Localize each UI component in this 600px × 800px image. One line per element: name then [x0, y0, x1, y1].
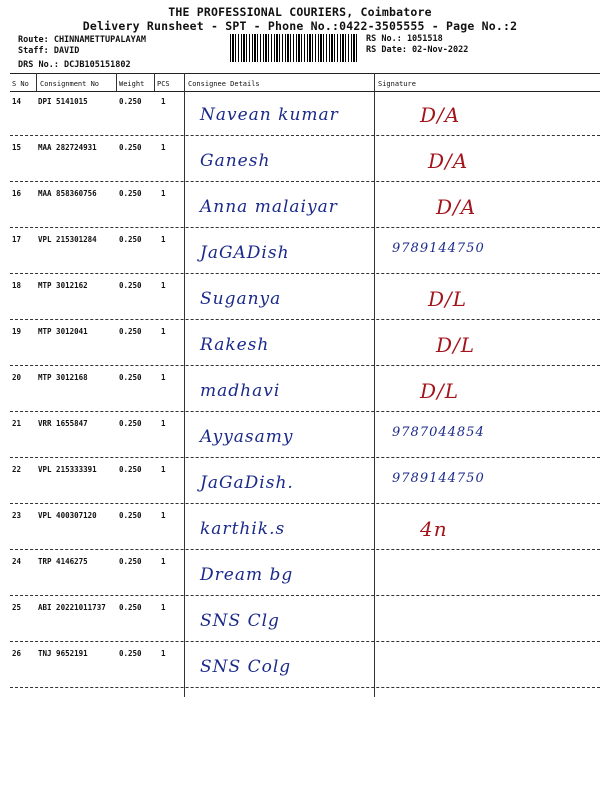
row-signature: D/L — [436, 333, 476, 357]
row-pcs: 1 — [161, 327, 166, 336]
row-signature: D/A — [420, 103, 461, 127]
row-divider — [10, 227, 600, 228]
row-divider — [10, 181, 600, 182]
row-consignee-name: Suganya — [200, 289, 282, 309]
row-signature: 9789144750 — [392, 241, 485, 256]
row-divider — [10, 365, 600, 366]
row-consignment-no: MTP 3012168 — [38, 373, 88, 382]
row-sno: 15 — [12, 143, 22, 152]
row-pcs: 1 — [161, 649, 166, 658]
row-consignee-name: Ayyasamy — [200, 427, 294, 447]
row-divider — [10, 595, 600, 596]
row-signature: D/A — [428, 149, 469, 173]
col-header-consignment: Consignment No — [40, 80, 100, 88]
col-divider — [116, 73, 117, 91]
row-pcs: 1 — [161, 189, 166, 198]
row-signature: 9787044854 — [392, 425, 485, 440]
row-sno: 19 — [12, 327, 22, 336]
row-sno: 25 — [12, 603, 22, 612]
row-pcs: 1 — [161, 557, 166, 566]
row-signature: 9789144750 — [392, 471, 485, 486]
row-weight: 0.250 — [119, 235, 142, 244]
row-pcs: 1 — [161, 97, 166, 106]
row-sno: 24 — [12, 557, 22, 566]
row-consignee-name: Anna malaiyar — [200, 197, 338, 217]
row-consignment-no: VRR 1655847 — [38, 419, 88, 428]
row-sno: 26 — [12, 649, 22, 658]
row-sno: 23 — [12, 511, 22, 520]
row-sno: 16 — [12, 189, 22, 198]
row-weight: 0.250 — [119, 189, 142, 198]
row-signature: 4n — [420, 517, 448, 541]
row-divider — [10, 549, 600, 550]
row-divider — [10, 319, 600, 320]
row-consignee-name: JaGaDish. — [200, 473, 294, 493]
row-consignee-name: Rakesh — [200, 335, 270, 355]
row-weight: 0.250 — [119, 511, 142, 520]
row-consignment-no: MTP 3012041 — [38, 327, 88, 336]
row-pcs: 1 — [161, 373, 166, 382]
row-consignee-name: SNS Clg — [200, 611, 280, 631]
row-sno: 20 — [12, 373, 22, 382]
row-weight: 0.250 — [119, 465, 142, 474]
row-divider — [10, 135, 600, 136]
row-consignee-name: madhavi — [200, 381, 281, 401]
row-pcs: 1 — [161, 143, 166, 152]
row-divider — [10, 273, 600, 274]
row-pcs: 1 — [161, 603, 166, 612]
col-divider — [184, 73, 185, 697]
row-sno: 21 — [12, 419, 22, 428]
route-label: Route: CHINNAMETTUPALAYAM — [18, 35, 146, 45]
drs-label: DRS No.: DCJB105151802 — [18, 60, 131, 70]
row-divider — [10, 687, 600, 688]
row-signature: D/L — [420, 379, 460, 403]
row-divider — [10, 503, 600, 504]
header-bottom-rule — [10, 91, 600, 92]
row-signature: D/L — [428, 287, 468, 311]
row-sno: 14 — [12, 97, 22, 106]
title-line-1: THE PROFESSIONAL COURIERS, Coimbatore — [168, 5, 432, 19]
row-consignee-name: karthik.s — [200, 519, 286, 539]
row-weight: 0.250 — [119, 143, 142, 152]
row-consignee-name: Navean kumar — [200, 105, 339, 125]
row-sno: 17 — [12, 235, 22, 244]
row-consignee-name: SNS Colg — [200, 657, 292, 677]
rs-date-label: RS Date: 02-Nov-2022 — [366, 45, 469, 55]
row-weight: 0.250 — [119, 649, 142, 658]
col-header-pcs: PCS — [157, 80, 170, 88]
row-divider — [10, 411, 600, 412]
row-weight: 0.250 — [119, 97, 142, 106]
row-consignment-no: TRP 4146275 — [38, 557, 88, 566]
row-divider — [10, 641, 600, 642]
row-consignment-no: MTP 3012162 — [38, 281, 88, 290]
title-line-2: Delivery Runsheet - SPT - Phone No.:0422-3505555 - Page No.:2 — [82, 19, 518, 33]
row-consignment-no: VPL 215301284 — [38, 235, 97, 244]
row-pcs: 1 — [161, 511, 166, 520]
col-header-sno: S No — [12, 80, 29, 88]
row-consignee-name: Dream bg — [200, 565, 294, 585]
row-pcs: 1 — [161, 235, 166, 244]
row-consignment-no: ABI 20221011737 — [38, 603, 106, 612]
rs-no-label: RS No.: 1051518 — [366, 34, 443, 44]
row-consignment-no: VPL 400307120 — [38, 511, 97, 520]
row-pcs: 1 — [161, 419, 166, 428]
row-consignee-name: JaGADish — [200, 243, 290, 263]
col-divider — [374, 73, 375, 697]
row-divider — [10, 457, 600, 458]
row-pcs: 1 — [161, 465, 166, 474]
row-weight: 0.250 — [119, 281, 142, 290]
col-header-consignee: Consignee Details — [188, 80, 260, 88]
header-top-rule — [10, 73, 600, 74]
staff-label: Staff: DAVID — [18, 46, 80, 56]
row-consignment-no: DPI 5141015 — [38, 97, 88, 106]
row-sno: 18 — [12, 281, 22, 290]
row-weight: 0.250 — [119, 603, 142, 612]
barcode — [230, 34, 358, 62]
row-weight: 0.250 — [119, 557, 142, 566]
row-pcs: 1 — [161, 281, 166, 290]
row-weight: 0.250 — [119, 373, 142, 382]
row-consignment-no: MAA 858360756 — [38, 189, 97, 198]
row-sno: 22 — [12, 465, 22, 474]
col-divider — [154, 73, 155, 91]
row-weight: 0.250 — [119, 419, 142, 428]
col-header-weight: Weight — [119, 80, 145, 88]
col-header-signature: Signature — [378, 80, 416, 88]
row-signature: D/A — [436, 195, 477, 219]
col-divider — [36, 73, 37, 91]
row-weight: 0.250 — [119, 327, 142, 336]
row-consignment-no: TNJ 9652191 — [38, 649, 88, 658]
row-consignee-name: Ganesh — [200, 151, 271, 171]
row-consignment-no: VPL 215333391 — [38, 465, 97, 474]
row-consignment-no: MAA 282724931 — [38, 143, 97, 152]
